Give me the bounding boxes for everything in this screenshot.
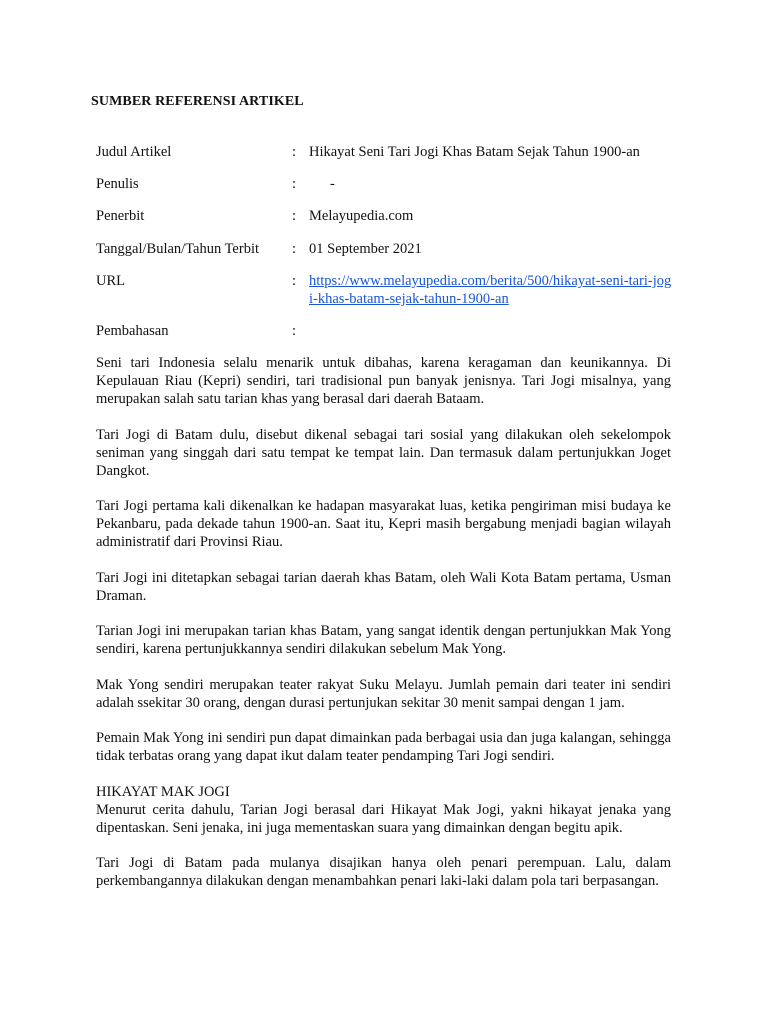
paragraph [96, 622, 671, 658]
paragraph-text: Pemain Mak Yong ini sendiri pun dapat dimainkan pada berbagai usia dan juga kalangan, sehingga tidak terbatas orang yang dapat ikut dalam teater pendamping Tari Jogi sendiri. [96, 730, 671, 764]
paragraph [96, 854, 671, 890]
meta-label-pembahasan: Pembahasan [96, 323, 169, 339]
paragraph-text: Seni tari Indonesia selalu menarik untuk dibahas, karena keragaman dan keunikannya. Di Kepulauan Riau (Kepri) sendiri, tari tradisional pun banyak jenisnya. Tari Jogi misalnya, yang merupakan salah satu tarian khas yang berasal dari daerah Bataam. [96, 355, 671, 407]
section-heading [96, 783, 671, 801]
paragraph [96, 801, 671, 837]
meta-colon: : [292, 273, 297, 289]
paragraph [96, 497, 671, 551]
meta-label-tanggal: Tanggal/Bulan/Tahun Terbit [96, 241, 259, 257]
paragraph [96, 569, 671, 605]
paragraph-text: Tarian Jogi ini merupakan tarian khas Batam, yang sangat identik dengan pertunjukkan Mak Yong sendiri, karena pertunjukkannya sendiri dilakukan sebelum Mak Yong. [96, 623, 671, 657]
section-heading-text: HIKAYAT MAK JOGI [96, 784, 230, 800]
meta-label-judul: Judul Artikel [96, 144, 172, 160]
meta-label-penulis: Penulis [96, 176, 139, 192]
paragraph [96, 729, 671, 765]
meta-label-penerbit: Penerbit [96, 208, 145, 224]
paragraph-text: Mak Yong sendiri merupakan teater rakyat Suku Melayu. Jumlah pemain dari teater ini sendiri adalah ssekitar 30 orang, dengan durasi pertunjukan sekitar 30 menit sampai dengan 1 jam. [96, 677, 671, 711]
paragraph-text: Tari Jogi ini ditetapkan sebagai tarian daerah khas Batam, oleh Wali Kota Batam pertama, Usman Draman. [96, 570, 671, 604]
meta-colon: : [292, 241, 297, 257]
paragraph-text: Tari Jogi di Batam pada mulanya disajikan hanya oleh penari perempuan. Lalu, dalam perkembangannya dilakukan dengan menambahkan penari laki-laki dalam pola tari berpasangan. [96, 855, 671, 889]
meta-colon: : [292, 176, 297, 192]
meta-value-penerbit: Melayupedia.com [309, 208, 414, 224]
meta-value-tanggal: 01 September 2021 [309, 241, 422, 257]
meta-colon: : [292, 208, 297, 224]
paragraph [96, 426, 671, 480]
meta-label-url: URL [96, 273, 125, 289]
paragraph-text: Tari Jogi di Batam dulu, disebut dikenal sebagai tari sosial yang dilakukan oleh sekelompok seniman yang singgah dari satu tempat ke tempat lain. Dan termasuk dalam pertunjukkan Joget Dangkot. [96, 427, 671, 479]
meta-colon: : [292, 323, 297, 339]
paragraph-text: Tari Jogi pertama kali dikenalkan ke hadapan masyarakat luas, ketika pengiriman misi budaya ke Pekanbaru, pada dekade tahun 1900-an. Saat itu, Kepri masih bergabung menjadi bagian wilayah administratif dari Provinsi Riau. [96, 498, 671, 550]
paragraph [96, 676, 671, 712]
page-title: SUMBER REFERENSI ARTIKEL [91, 94, 304, 109]
meta-colon: : [292, 144, 297, 160]
paragraph [96, 354, 671, 408]
article-url-link[interactable]: https://www.melayupedia.com/berita/500/hikayat-seni-tari-jogi-khas-batam-sejak-tahun-1900-an [309, 273, 672, 307]
meta-value-judul: Hikayat Seni Tari Jogi Khas Batam Sejak Tahun 1900-an [309, 144, 640, 160]
meta-value-penulis: - [330, 176, 335, 192]
paragraph-text: Menurut cerita dahulu, Tarian Jogi berasal dari Hikayat Mak Jogi, yakni hikayat jenaka yang dipentaskan. Seni jenaka, ini juga mementaskan suara yang dimainkan dengan begitu apik. [96, 802, 671, 836]
